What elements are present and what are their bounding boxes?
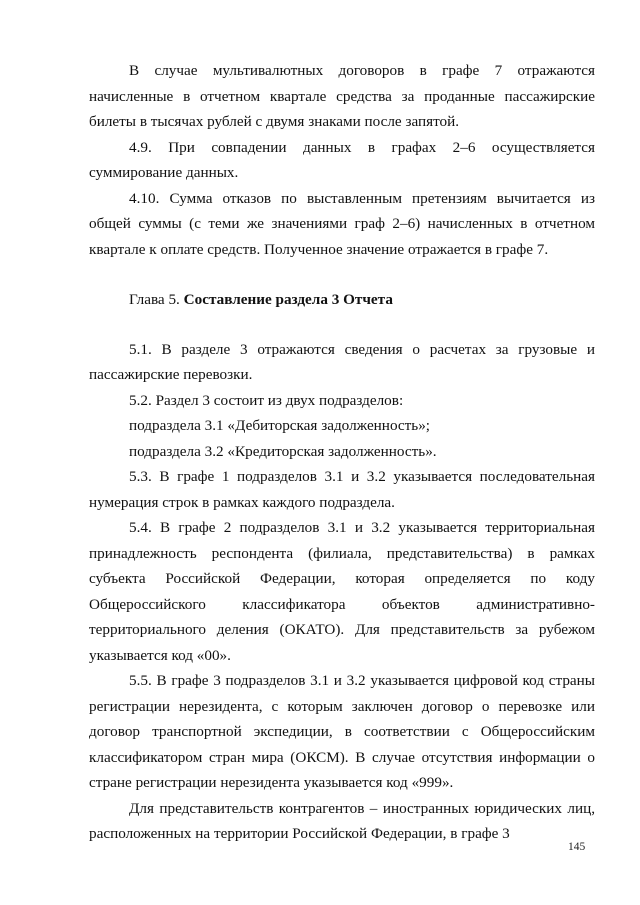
chapter-title: Составление раздела 3 Отчета [183,291,393,308]
page-number: 145 [568,841,586,853]
page-text-body [89,58,595,847]
list-item-subsection-3-2: подраздела 3.2 «Кредиторская задолженность». [129,442,437,460]
list-item-subsection-3-1: подраздела 3.1 «Дебиторская задолженность»; [129,417,431,434]
paragraph-5-3: 5.3. В графе 1 подразделов 3.1 и 3.2 указывается последовательная нумерация строк в рамках каждого подраздела. [89,468,595,511]
paragraph-multicurrency: В случае мультивалютных договоров в графе 7 отражаются начисленные в отчетном квартале средства за проданные пассажирские билеты в тысячах рублей с двумя знаками после запятой. [89,62,595,130]
paragraph-5-1: 5.1. В разделе 3 отражаются сведения о расчетах за грузовые и пассажирские перевозки. [89,340,595,383]
paragraph-5-2: 5.2. Раздел 3 состоит из двух подразделов: [129,391,404,409]
paragraph-4-10: 4.10. Сумма отказов по выставленным претензиям вычитается из общей суммы (с теми же значениями граф 2–6) начисленных в отчетном квартале к оплате средств. Полученное значение отражается в графе 7. [89,189,595,258]
chapter-prefix: Глава 5. [129,291,184,308]
paragraph-5-4: 5.4. В графе 2 подразделов 3.1 и 3.2 указывается территориальная принадлежность респондента (филиала, представительства) в рамках субъекта Российской Федерации, которая определяется по коду Общероссийского классификатора объектов административно-территориального деления (ОКАТО). Для представительств за рубежом указывается код «00». [89,519,595,664]
spacer [89,313,595,337]
chapter-heading [89,287,595,313]
paragraph-5-5: 5.5. В графе 3 подразделов 3.1 и 3.2 указывается цифровой код страны регистрации нерезидента, с которым заключен договор о перевозке или договор транспортной экспедиции, в соответствии с Общероссийским классификатором стран мира (ОКСМ). В случае отсутствия информации о стране регистрации нерезидента указывается код «999». [89,672,595,791]
spacer [89,262,595,287]
paragraph-representatives: Для представительств контрагентов – иностранных юридических лиц, расположенных на территории Российской Федерации, в графе 3 [89,799,595,842]
paragraph-4-9: 4.9. При совпадении данных в графах 2–6 осуществляется суммирование данных. [89,138,595,181]
